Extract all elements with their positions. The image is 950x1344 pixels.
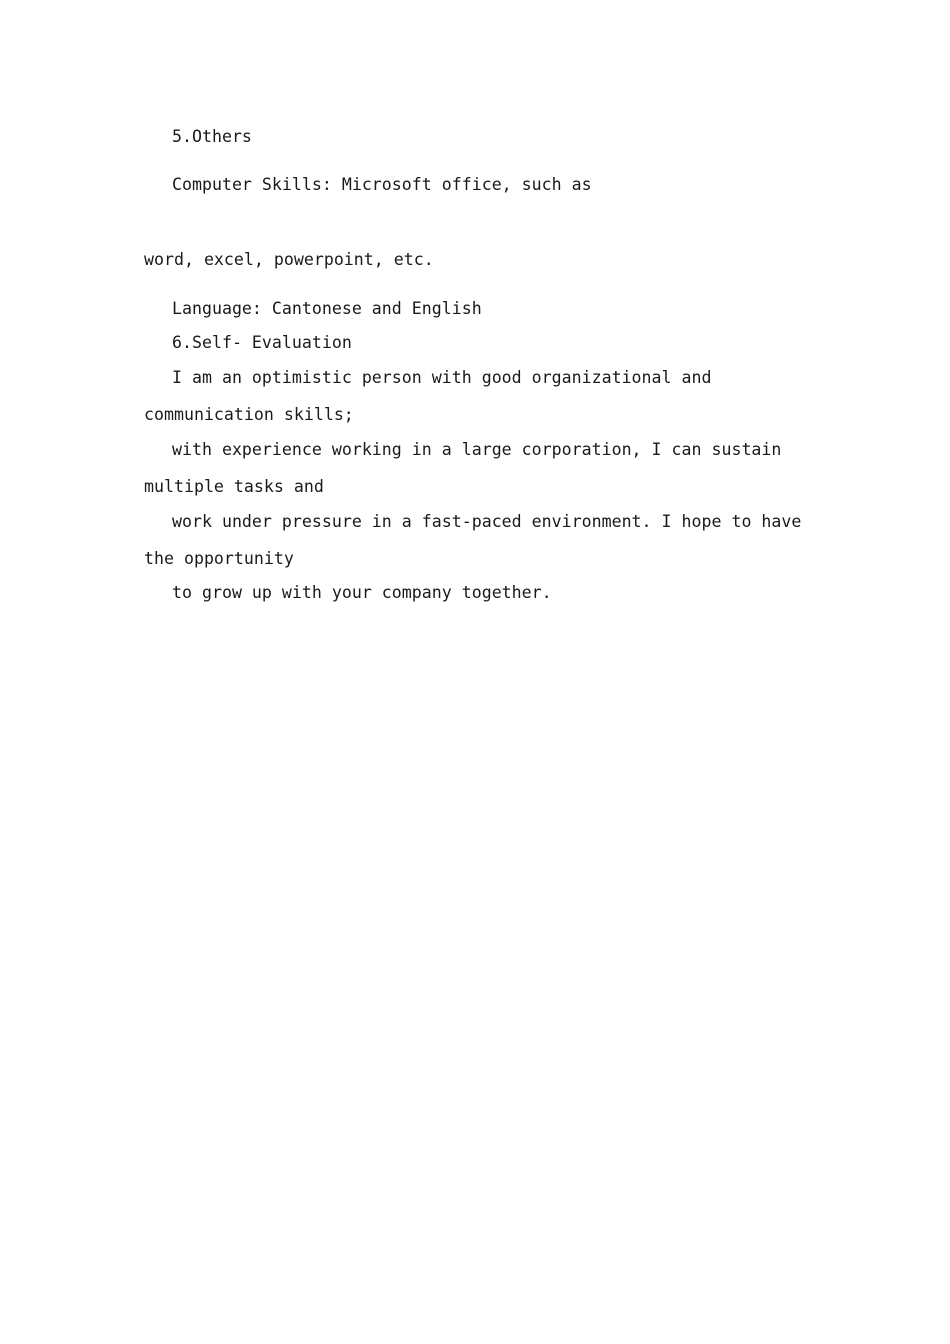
section-heading-self-evaluation: 6.Self- Evaluation <box>172 333 352 352</box>
evaluation-text-line: multiple tasks and <box>144 477 324 496</box>
evaluation-text-line: the opportunity <box>144 549 294 568</box>
computer-skills-line: Computer Skills: Microsoft office, such as <box>172 175 592 194</box>
evaluation-text-line: to grow up with your company together. <box>172 583 552 602</box>
evaluation-text-line: communication skills; <box>144 405 354 424</box>
evaluation-text-line: with experience working in a large corporation, I can sustain <box>172 440 782 459</box>
evaluation-text-line: I am an optimistic person with good organizational and <box>172 368 712 387</box>
evaluation-text-line: work under pressure in a fast-paced environment. I hope to have <box>172 512 802 531</box>
section-heading-others: 5.Others <box>172 127 252 146</box>
language-line: Language: Cantonese and English <box>172 299 482 318</box>
computer-skills-continuation: word, excel, powerpoint, etc. <box>144 250 434 269</box>
